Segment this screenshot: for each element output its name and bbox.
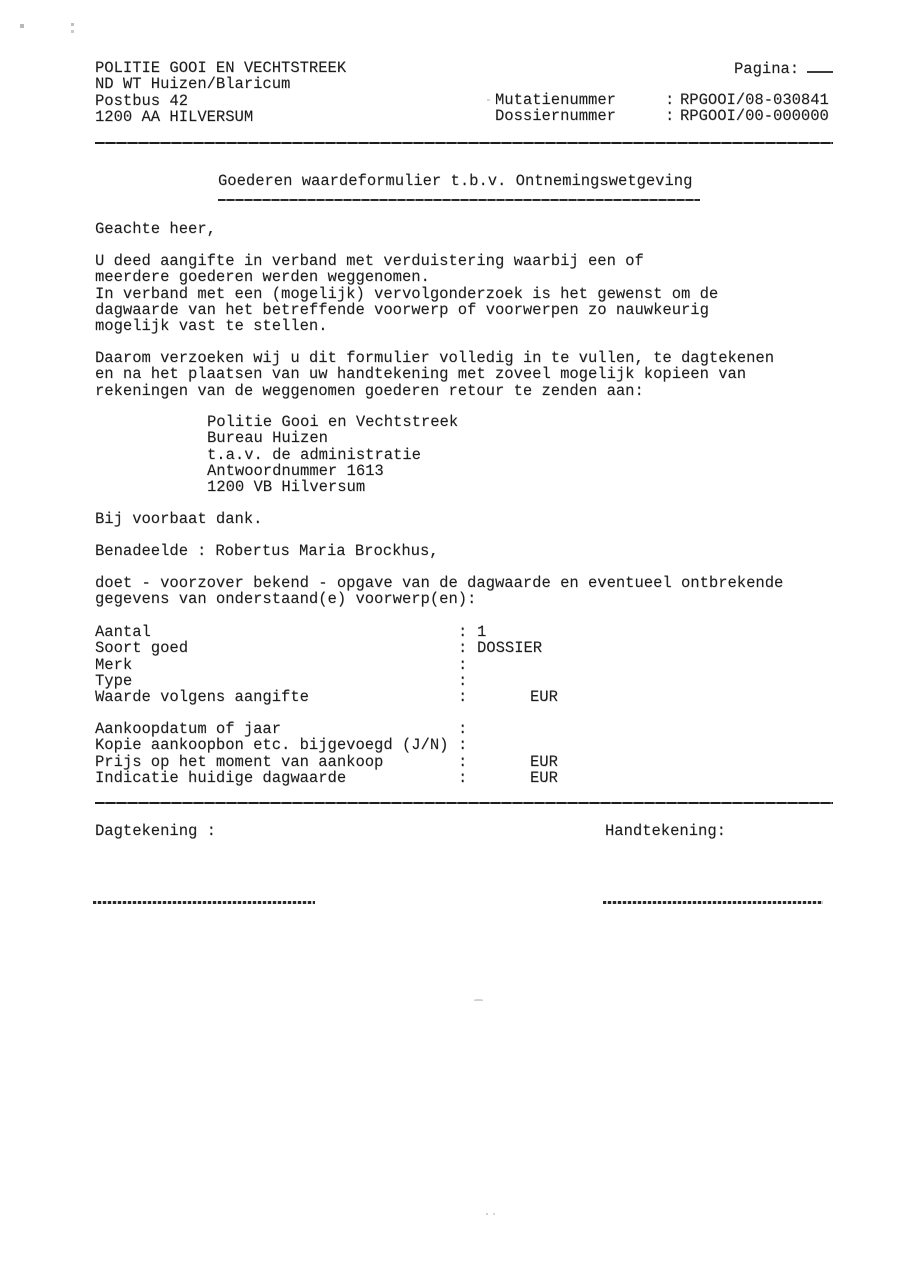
dossier-number-label: Dossiernummer [495,107,616,126]
field-label: Soort goed [95,639,189,658]
case-numbers-block [495,92,829,125]
title-underline [218,199,700,201]
field-row-soort-goed [95,640,558,656]
scan-speck [493,1213,495,1215]
date-signature-line [93,901,315,904]
return-address-line: 1200 VB Hilversum [207,478,366,496]
paragraph-line: U deed aangifte in verband met verduistering waarbij een of [95,252,644,270]
field-unit: EUR [530,688,558,706]
scan-speck [486,1213,488,1215]
dossier-number-value: RPGOOI/00-000000 [680,107,829,126]
paragraph-line: doet - voorzover bekend - opgave van de dagwaarde en eventueel ontbrekende [95,574,784,592]
header-divider-line [95,142,833,144]
field-row-merk [95,657,558,673]
field-row-waarde-aangifte [95,689,558,705]
mutation-number-value: RPGOOI/08-030841 [680,91,829,109]
field-label: Waarde volgens aangifte [95,688,309,706]
colon-separator: : [458,655,468,674]
field-label: Aantal [95,623,151,641]
field-label: Kopie aankoopbon etc. bijgevoegd (J/N) [95,736,449,755]
signature-label: Handtekening: [605,822,726,840]
field-label: Merk [95,655,133,674]
return-address-line: Politie Gooi en Vechtstreek [207,413,459,431]
field-row-type [95,673,558,689]
field-row-aantal [95,624,558,640]
paragraph-line: In verband met een (mogelijk) vervolgonderzoek is het gewenst om de [95,284,719,303]
victim-label: Benadeelde [95,542,189,560]
colon-separator: : [665,107,675,126]
salutation: Geachte heer, [95,220,216,238]
page-number-blank-slot [807,60,833,73]
signature-line [603,901,823,904]
field-row-indicatie-dagwaarde [95,770,558,786]
colon-separator: : [665,91,675,109]
purchase-fields-group [95,721,558,786]
paragraph-line: mogelijk vast te stellen. [95,317,328,335]
paragraph-line: gegevens van onderstaand(e) voorwerp(en): [95,590,477,609]
paragraph-line: dagwaarde van het betreffende voorwerp of voorwerpen zo nauwkeurig [95,300,709,319]
footer-divider-line [95,802,833,804]
sender-line: Postbus 42 [95,91,189,110]
field-label: Aankoopdatum of jaar [95,720,282,738]
colon-separator: : [458,736,468,755]
field-value: 1 [477,623,487,641]
paragraph-line: en na het plaatsen van uw handtekening met zoveel mogelijk kopieen van [95,365,747,384]
paragraph-line: meerdere goederen werden weggenomen. [95,268,430,287]
colon-separator: : [458,720,468,738]
colon-separator: : [197,542,207,560]
field-unit: EUR [530,752,558,771]
scan-speck [20,24,24,28]
victim-name: Robertus Maria Brockhus, [215,542,439,560]
item-fields-group [95,624,558,705]
paragraph-declaration [95,575,783,608]
field-label: Indicatie huidige dagwaarde [95,768,347,787]
sender-address-block [95,60,346,125]
paragraph-intro [95,253,718,334]
colon-separator: : [458,623,468,641]
paragraph-line: Daarom verzoeken wij u dit formulier volledig in te vullen, te dagtekenen [95,349,775,367]
colon-separator: : [458,639,468,658]
paragraph-request [95,350,774,399]
scan-speck [71,30,74,33]
sender-line: POLITIE GOOI EN VECHTSTREEK [95,59,347,77]
document-title: Goederen waardeformulier t.b.v. Ontnemingswetgeving [218,172,693,190]
sender-line: ND WT Huizen/Blaricum [95,75,291,94]
return-address-line: Antwoordnummer 1613 [207,461,384,480]
field-row-prijs-aankoop [95,754,558,770]
page-number-field [734,60,833,78]
date-label: Dagtekening : [95,822,216,840]
mutation-number-row [495,92,829,108]
colon-separator: : [458,752,468,771]
colon-separator: : [458,671,468,690]
scan-speck [487,99,490,101]
scan-speck [71,23,74,26]
field-unit: EUR [530,768,558,787]
page-number-label: Pagina: [734,60,800,78]
field-row-kopie-aankoopbon [95,737,558,753]
mutation-number-label: Mutatienummer [495,91,616,109]
colon-separator: : [458,688,468,706]
paragraph-line: rekeningen van de weggenomen goederen retour te zenden aan: [95,381,644,400]
field-row-aankoopdatum [95,721,558,737]
dossier-number-row [495,108,829,124]
return-address-block [207,414,458,495]
field-label: Type [95,671,133,690]
victim-row [95,543,439,559]
sender-line: 1200 AA HILVERSUM [95,107,254,126]
colon-separator: : [458,768,468,787]
field-label: Prijs op het moment van aankoop [95,752,384,771]
return-address-line: Bureau Huizen [207,429,328,448]
field-value: DOSSIER [477,639,543,658]
scan-speck [474,999,483,1001]
return-address-line: t.a.v. de administratie [207,445,421,464]
thanks-line: Bij voorbaat dank. [95,510,263,528]
